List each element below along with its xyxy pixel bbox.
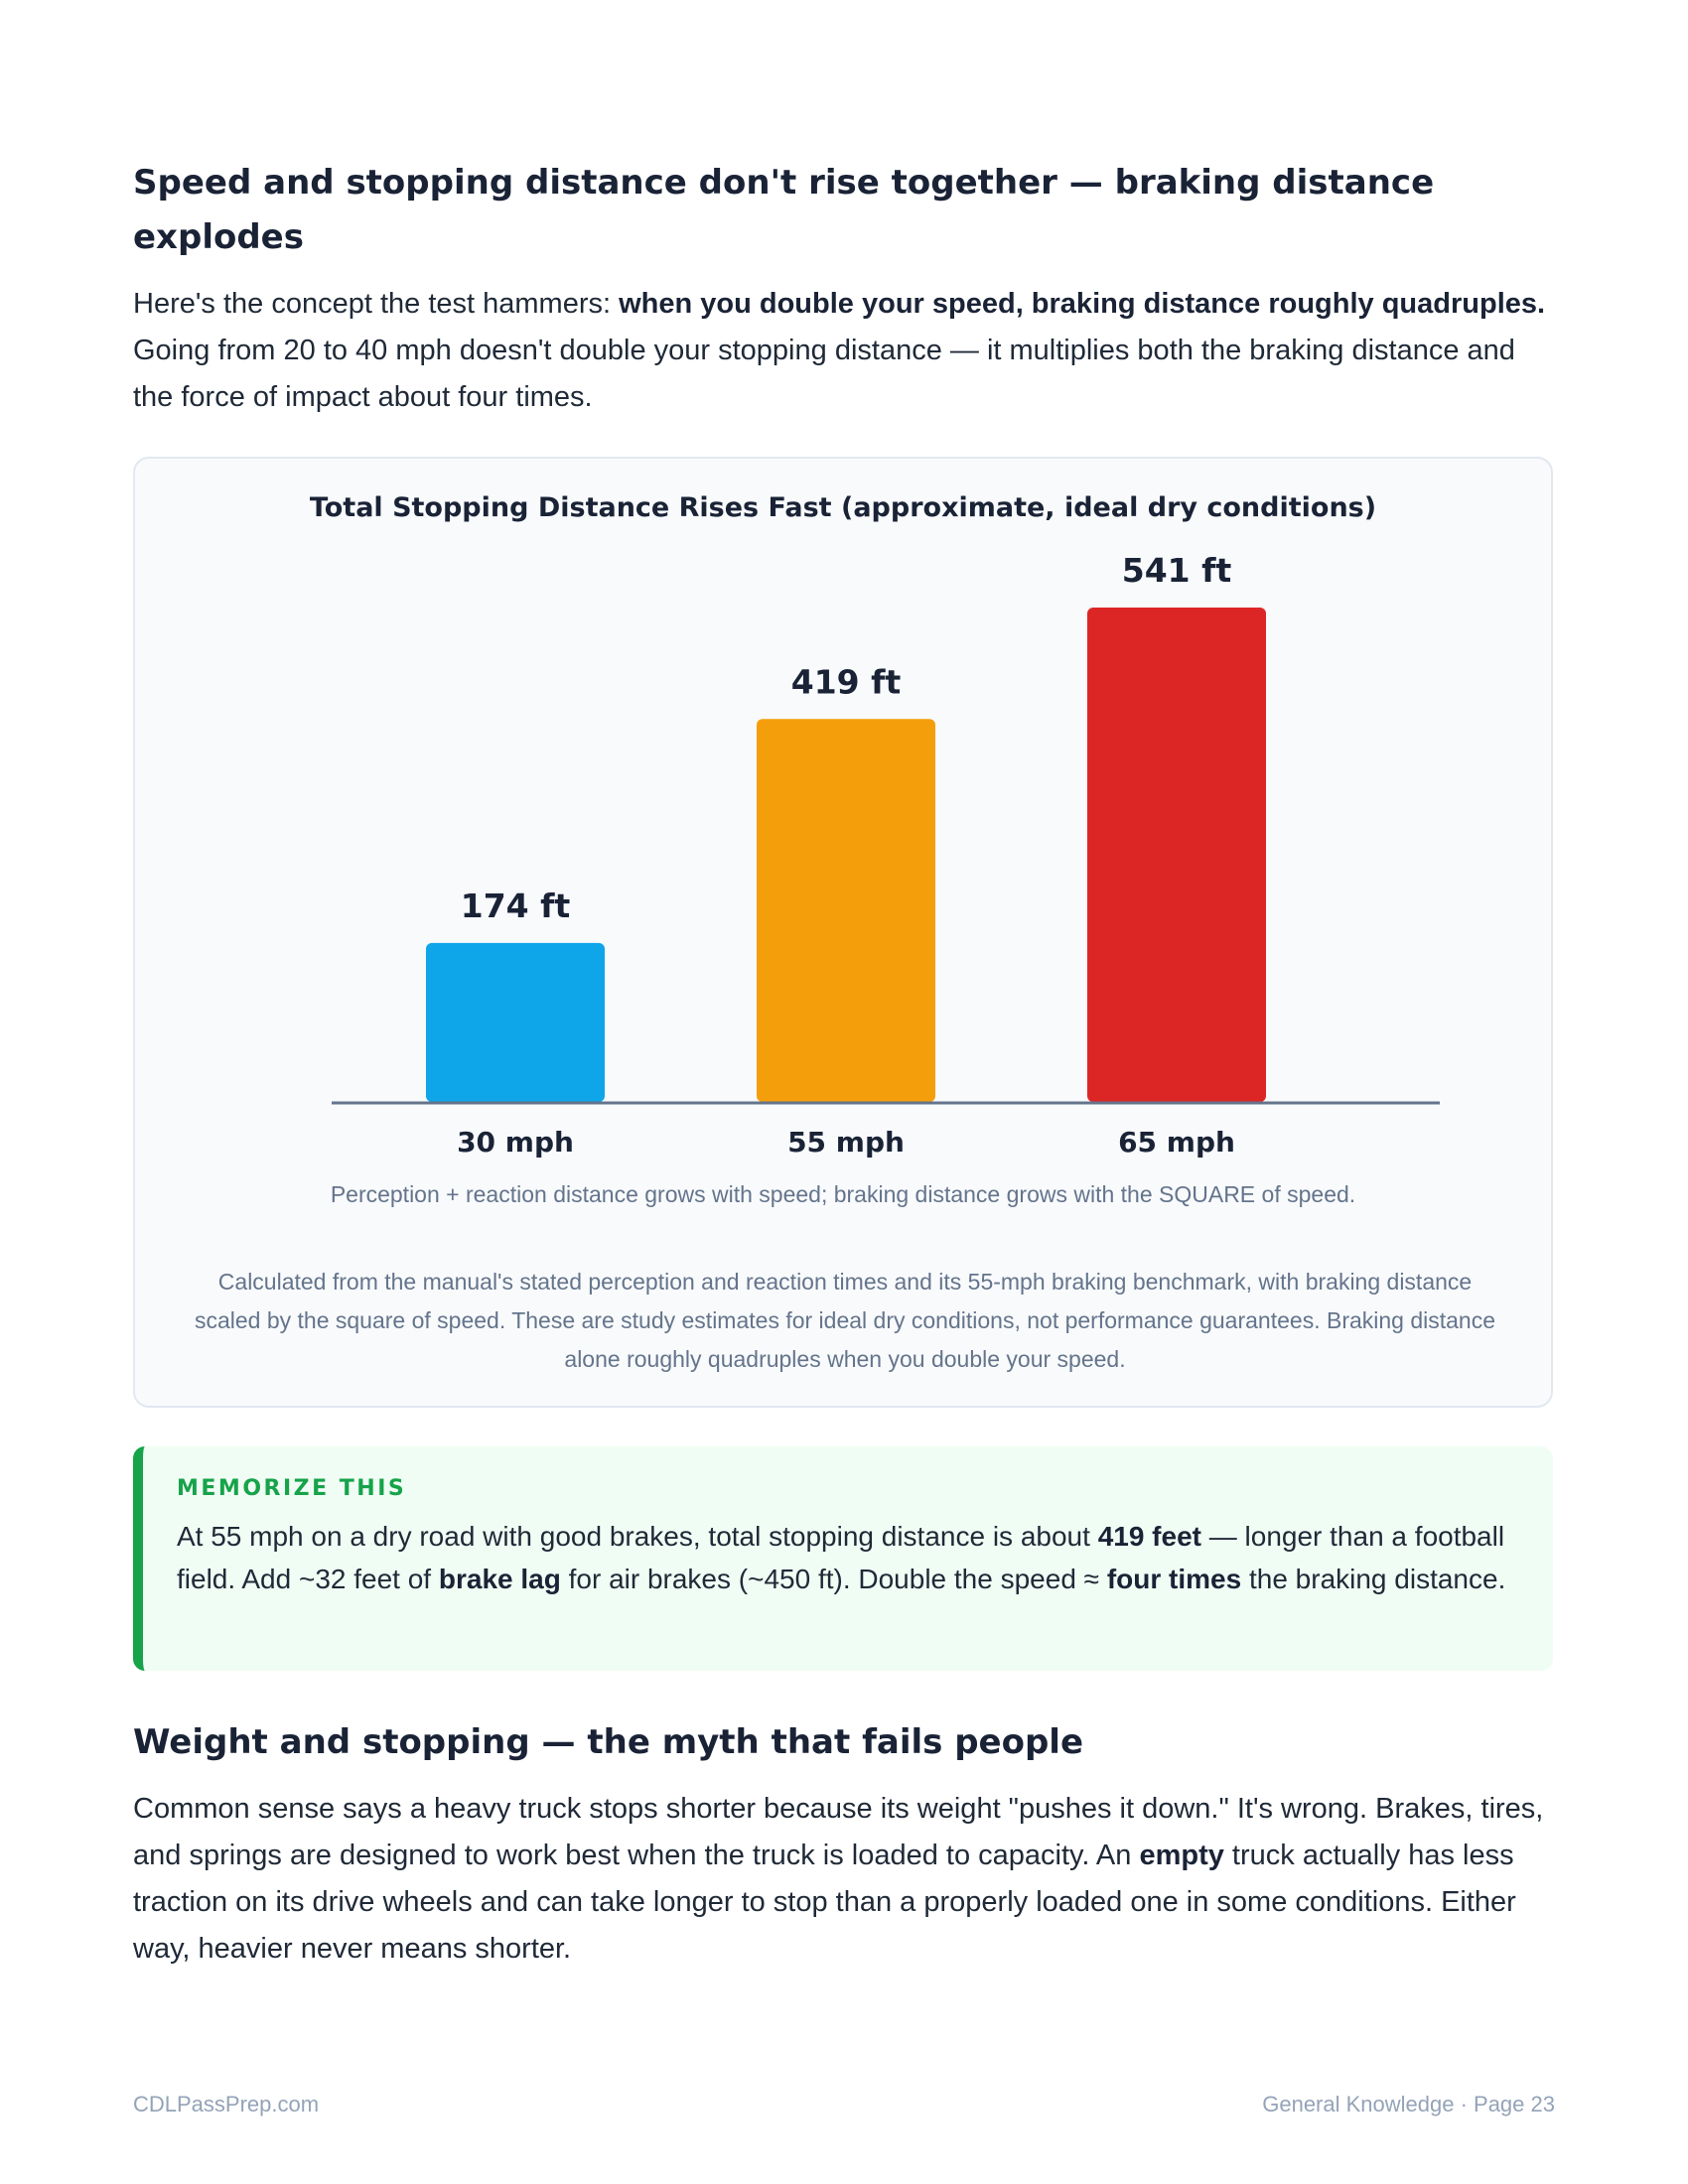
callout-text-3: for air brakes (~450 ft). Double the speed ≈ <box>560 1564 1107 1594</box>
chart-title: Total Stopping Distance Rises Fast (approximate, ideal dry conditions) <box>309 492 1377 523</box>
bar-value-label-2: 541 ft <box>1121 551 1232 590</box>
intro-text-2: Going from 20 to 40 mph doesn't double your stopping distance — it multiplies both the braking distance and the force of impact about four times. <box>133 335 1515 413</box>
weight-emphasis-empty: empty <box>1139 1840 1224 1871</box>
intro-emphasis: when you double your speed, braking distance roughly quadruples. <box>619 288 1546 320</box>
callout-text <box>177 1515 1519 1600</box>
callout-emphasis-four-times: four times <box>1106 1564 1242 1594</box>
section-heading-weight: Weight and stopping — the myth that fails people <box>133 1722 1084 1762</box>
intro-paragraph <box>133 281 1555 421</box>
intro-text-1: Here's the concept the test hammers: <box>133 288 620 320</box>
callout-label: MEMORIZE THIS <box>177 1476 407 1501</box>
callout-text-4: the braking distance. <box>1241 1564 1506 1594</box>
callout-emphasis-brake-lag: brake lag <box>438 1564 561 1594</box>
bar-0 <box>426 943 605 1102</box>
chart-note: Perception + reaction distance grows with speed; braking distance grows with the SQUARE of speed. <box>330 1181 1356 1207</box>
callout-text-1: At 55 mph on a dry road with good brakes, total stopping distance is about <box>177 1521 1098 1552</box>
section-heading-speed: Speed and stopping distance don't rise together — braking distance explodes <box>133 163 1435 257</box>
category-label-0: 30 mph <box>457 1126 574 1159</box>
weight-text-1: Common sense says a heavy truck stops shorter because its weight "pushes it down." It's wrong. Brakes, tires, and springs are designed to work best when the truck is loaded to capacity. An <box>133 1793 1544 1871</box>
stopping-distance-bar-chart <box>135 459 1555 1173</box>
bar-1 <box>757 719 935 1102</box>
footer-page-info: General Knowledge · Page 23 <box>1262 2092 1555 2116</box>
weight-text-2: truck actually has less traction on its drive wheels and can take longer to stop than a properly loaded one in some conditions. Either way, heavier never means shorter. <box>133 1840 1516 1965</box>
category-label-2: 65 mph <box>1118 1126 1235 1159</box>
callout-text-2: — longer than a football field. Add ~32 feet of <box>177 1521 1505 1594</box>
bar-2 <box>1087 608 1266 1102</box>
memorize-callout <box>133 1446 1553 1671</box>
callout-emphasis-distance: 419 feet <box>1097 1521 1201 1552</box>
weight-paragraph <box>133 1786 1555 1973</box>
footer-site: CDLPassPrep.com <box>133 2092 320 2116</box>
chart-card <box>133 457 1553 1408</box>
chart-caption: Calculated from the manual's stated perception and reaction times and its 55-mph braking benchmark, with braking distance scaled by the square of speed. These are study estimates for ideal dry conditions, not performance guarantees. Braking distance alone roughly quadruples when you double your speed. <box>194 1269 1496 1372</box>
category-label-1: 55 mph <box>787 1126 905 1159</box>
bar-value-label-0: 174 ft <box>460 886 571 925</box>
bar-value-label-1: 419 ft <box>790 662 902 702</box>
